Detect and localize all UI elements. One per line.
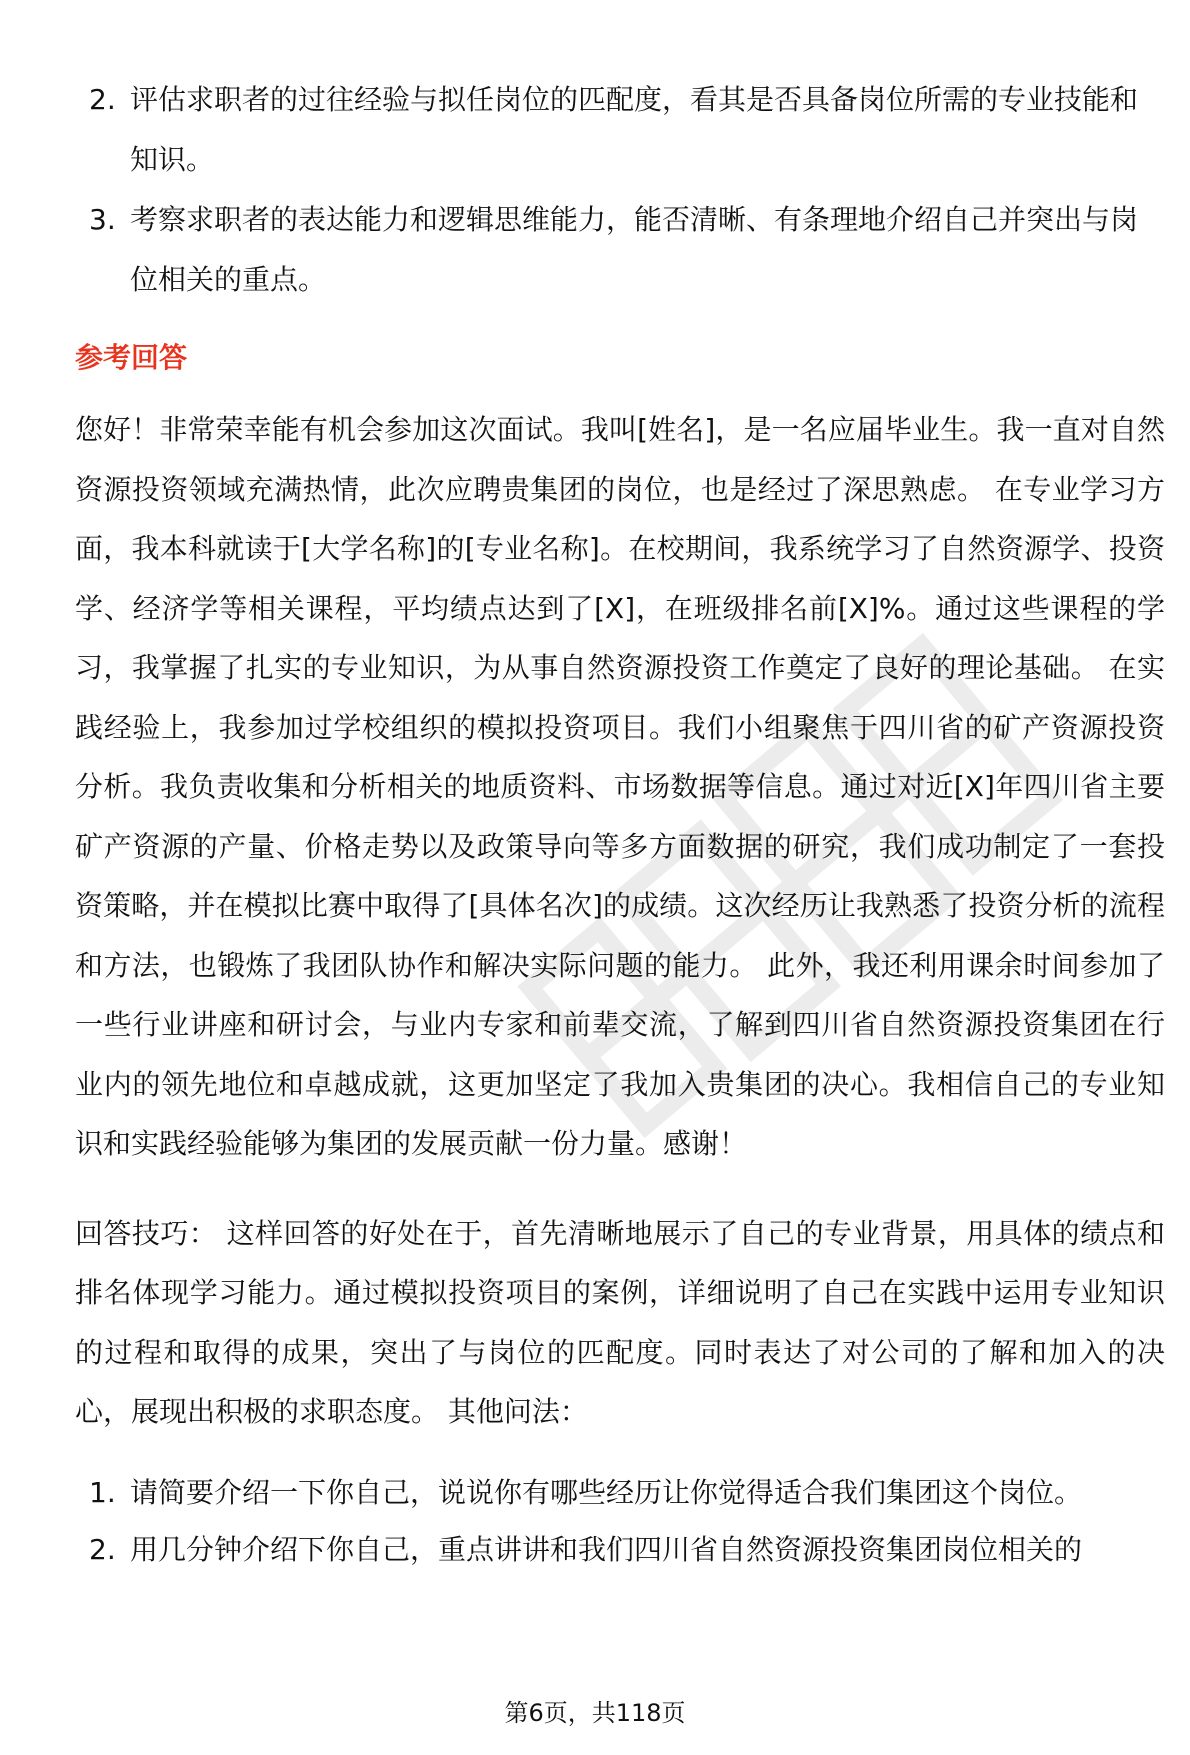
list-number: 1. — [89, 1475, 116, 1509]
answer-paragraph: 您好！非常荣幸能有机会参加这次面试。我叫[姓名]，是一名应届毕业生。我一直对自然资源投资领域充满热情，此次应聘贵集团的岗位，也是经过了深思熟虑。 在专业学习方面，我本科就读于[大学名称]的[专业名称]。在校期间，我系统学习了自然资源学、投资学、经济学等相关课程，平均绩点达到了[X]，在班级排名前[X]%。通过这些课程的学习，我掌握了扎实的专业知识，为从事自然资源投资工作奠定了良好的理论基础。 在实践经验上，我参加过学校组织的模拟投资项目。我们小组聚焦于四川省的矿产资源投资分析。我负责收集和分析相关的地质资料、市场数据等信息。通过对近[X]年四川省主要矿产资源的产量、价格走势以及政策导向等多方面数据的研究，我们成功制定了一套投资策略，并在模拟比赛中取得了[具体名次]的成绩。这次经历让我熟悉了投资分析的流程和方法，也锻炼了我团队协作和解决实际问题的能力。 此外，我还利用课余时间参加了一些行业讲座和研讨会，与业内专家和前辈交流，了解到四川省自然资源投资集团在行业内的领先地位和卓越成就，这更加坚定了我加入贵集团的决心。我相信自己的专业知识和实践经验能够为集团的发展贡献一份力量。感谢！ — [75, 413, 1165, 1160]
list-number: 3. — [89, 203, 116, 236]
list-item — [75, 70, 1165, 190]
evaluation-points-list — [75, 70, 1165, 310]
list-text: 评估求职者的过往经验与拟任岗位的匹配度，看其是否具备岗位所需的专业技能和知识。 — [130, 83, 1139, 176]
list-text: 考察求职者的表达能力和逻辑思维能力，能否清晰、有条理地介绍自己并突出与岗位相关的重点。 — [130, 203, 1139, 296]
list-number: 2. — [89, 83, 116, 116]
list-item — [75, 1464, 1165, 1521]
list-text: 用几分钟介绍下你自己，重点讲讲和我们四川省自然资源投资集团岗位相关的 — [130, 1532, 1083, 1566]
alternative-questions-list — [75, 1464, 1165, 1578]
document-page — [75, 70, 1165, 1578]
page-footer: 第6页，共118页 — [504, 1699, 686, 1727]
list-text: 请简要介绍一下你自己，说说你有哪些经历让你觉得适合我们集团这个岗位。 — [130, 1475, 1083, 1509]
list-number: 2. — [89, 1532, 116, 1566]
list-item — [75, 1521, 1165, 1578]
tips-paragraph: 回答技巧： 这样回答的好处在于，首先清晰地展示了自己的专业背景，用具体的绩点和排名体现学习能力。通过模拟投资项目的案例，详细说明了自己在实践中运用专业知识的过程和取得的成果，突出了与岗位的匹配度。同时表达了对公司的了解和加入的决心，展现出积极的求职态度。 其他问法： — [75, 1216, 1165, 1428]
list-item — [75, 190, 1165, 310]
section-title-reference-answer: 参考回答 — [75, 341, 188, 374]
